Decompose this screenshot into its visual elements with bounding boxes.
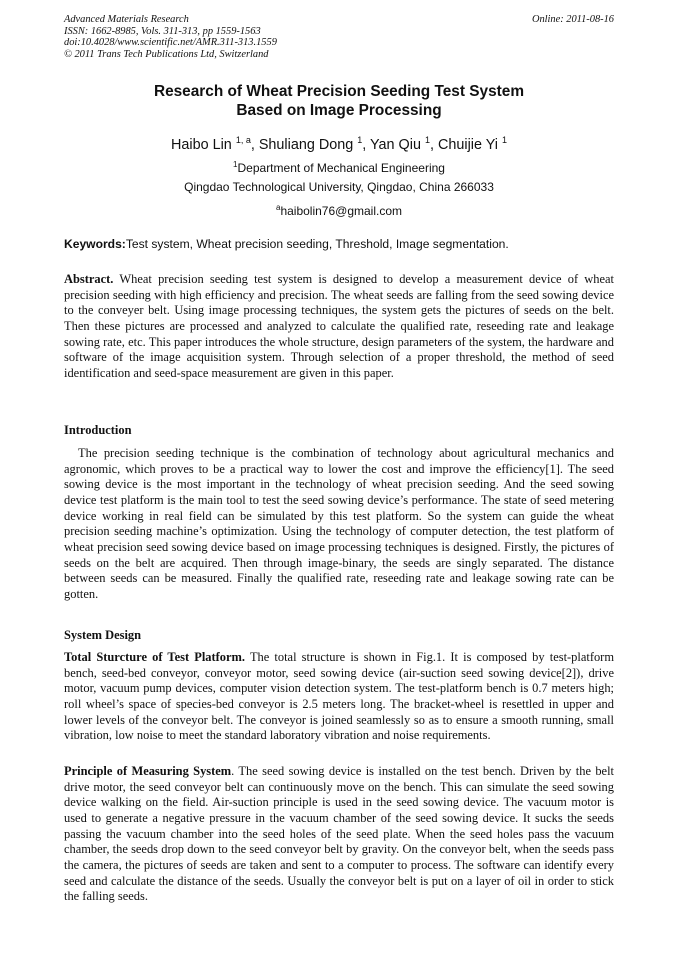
keywords-label: Keywords: bbox=[64, 237, 126, 251]
title-line-2: Based on Image Processing bbox=[236, 102, 442, 120]
author-email bbox=[64, 201, 614, 218]
principle-text: . The seed sowing device is installed on the test bench. Driven by the belt drive motor, the seed conveyor belt can continuously move on the bench. This can simulate the seed sowing device walking on the field. Air-suction principle is used in the seed sowing device. The vacuum motor is used to generate a negative pressure in the vacuum chamber of the seed sowing device. It sucks the seeds passing the vacuum chamber into the seed holes of the seed plate. When the seed holes pass the vacuum chamber, the seeds drop down to the seed conveyor belt by gravity. On the conveyor belt, when the seeds pass the camera, the pictures of seeds are taken and sent to a computer to process. The software can identify every seed and calculate the distance of the seeds. Usually the conveyor belt is put on a layer of oil in order to stick the falling seeds. bbox=[64, 764, 614, 904]
author-separator: , bbox=[250, 136, 259, 153]
introduction-text: The precision seeding technique is the combination of technology about agricultural mechanics and agronomic, which proves to be a practical way to lower the cost and improve the efficiency[1]. The seed sowing device is the most important in the technology of wheat precision seeding. And the seed sowing device test platform is the main tool to test the seed sowing device’s performance. The state of seed metering device working in real field can be simulated by this test platform. So the system can guide the wheat precision seeding machine’s optimization. Using the technology of computer detection, the test platform of wheat precision seed sowing device based on image processing techniques is designed. Firstly, the pictures of seeds on the belt are acquired. Then through image-binary, the seeds are singly separated. The distance between seeds can be measured. Finally the qualified rate, reseeding rate and leakage sowing rate can be gotten. bbox=[64, 446, 614, 601]
principle-paragraph bbox=[64, 764, 614, 905]
doi-line: doi:10.4028/www.scientific.net/AMR.311-313.1559 bbox=[64, 37, 277, 49]
author-affiliation-mark: 1 bbox=[357, 135, 363, 145]
title-line-1: Research of Wheat Precision Seeding Test System bbox=[153, 83, 525, 100]
email-text: haibolin76@gmail.com bbox=[280, 204, 403, 218]
department-text: Department of Mechanical Engineering bbox=[237, 161, 445, 175]
author-name: Haibo Lin bbox=[171, 136, 232, 153]
keywords-text: Test system, Wheat precision seeding, Threshold, Image segmentation. bbox=[125, 237, 509, 251]
section-heading-introduction: Introduction bbox=[64, 423, 132, 437]
author-name: Yan Qiu bbox=[370, 136, 421, 153]
author-name: Chuijie Yi bbox=[437, 136, 498, 153]
author-name: Shuliang Dong bbox=[258, 136, 354, 153]
affiliation-department bbox=[64, 158, 614, 175]
copyright-line: © 2011 Trans Tech Publications Ltd, Switzerland bbox=[64, 48, 269, 60]
abstract bbox=[64, 272, 614, 382]
abstract-text: Wheat precision seeding test system is designed to develop a measurement device of wheat precision seeding with high efficiency and precision. The wheat seeds are falling from the seed sowing device to the conveyer belt. Using image processing techniques, the system gets the pictures of seeds on the belt. Then these pictures are processed and analyzed to calculate the qualified rate, reseeding rate and leakage sowing rate, etc. This paper introduces the whole structure, design parameters of the system, the hardware and software of the image acquisition system. Through selection of a proper threshold, the method of seed identification and seed-space measurement are given in this paper. bbox=[64, 272, 614, 380]
author-affiliation-mark: 1 bbox=[501, 135, 507, 145]
affiliation-mark: 1 bbox=[233, 160, 238, 169]
total-structure-label: Total Sturcture of Test Platform. bbox=[64, 650, 245, 664]
paper-title bbox=[64, 82, 614, 121]
author-separator: , bbox=[429, 136, 438, 153]
journal-name: Advanced Materials Research bbox=[64, 14, 189, 25]
affiliation-university: Qingdao Technological University, Qingdao, China 266033 bbox=[184, 180, 494, 194]
author-separator: , bbox=[362, 136, 371, 153]
abstract-label: Abstract. bbox=[64, 272, 114, 286]
section-heading-system-design: System Design bbox=[64, 628, 142, 642]
author-affiliation-mark: 1, a bbox=[235, 135, 251, 145]
author-list bbox=[64, 131, 614, 154]
principle-label: Principle of Measuring System bbox=[64, 764, 232, 778]
email-mark: a bbox=[275, 203, 281, 212]
keywords bbox=[64, 237, 614, 251]
total-structure-paragraph bbox=[64, 650, 614, 744]
total-structure-text: The total structure is shown in Fig.1. It is composed by test-platform bench, seed-bed conveyor, conveyor motor, seed sowing device (air-suction seed sowing device[2]), drive motor, vacuum pump devices, computer vision detection system. The test-platform bench is 0.7 meters high; roll wheel’s space of species-bed conveyor is 2.5 meters long. The bracket-wheel is resettled in upper and lower levels of the conveyor belt. The conveyor is joined seamlessly so as to ensure a smooth running, small vibration, low noise to meet the standard laboratory vibration and noise requirements. bbox=[64, 650, 614, 743]
online-date: Online: 2011-08-16 bbox=[531, 14, 614, 25]
issn-line: ISSN: 1662-8985, Vols. 311-313, pp 1559-1563 bbox=[64, 25, 261, 37]
author-affiliation-mark: 1 bbox=[424, 135, 430, 145]
journal-header bbox=[64, 14, 277, 60]
